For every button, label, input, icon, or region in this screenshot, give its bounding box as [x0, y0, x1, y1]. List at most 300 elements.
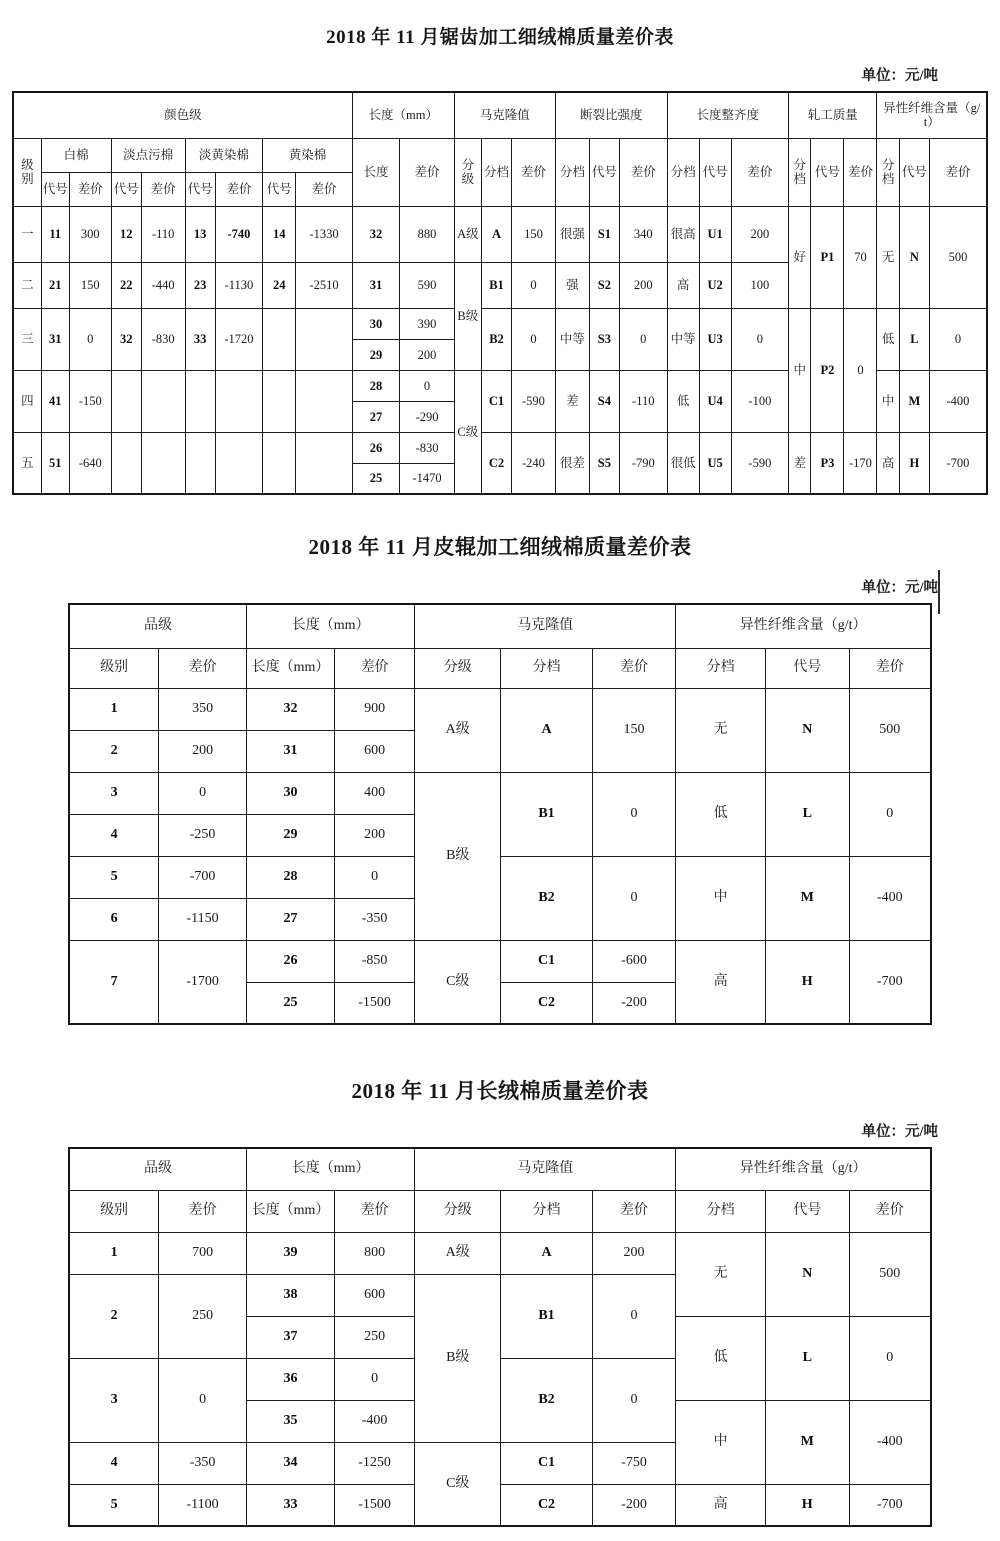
data-cell: 三	[13, 308, 41, 370]
data-cell: 340	[619, 206, 667, 262]
header-cell: 异性纤维含量（g/t）	[676, 604, 931, 648]
data-cell: -1470	[400, 463, 454, 494]
data-cell: 高	[667, 262, 699, 308]
data-cell: 14	[263, 206, 296, 262]
data-cell: 12	[111, 206, 141, 262]
header-cell: 差价	[512, 138, 556, 206]
data-cell: 中等	[555, 308, 589, 370]
data-cell: 28	[352, 370, 400, 401]
long-staple-table-title: 2018 年 11 月长绒棉质量差价表	[351, 1079, 649, 1103]
header-cell: 分档	[676, 1190, 766, 1232]
data-cell: P1	[811, 206, 844, 308]
data-cell: 3	[69, 1358, 159, 1442]
data-cell: -850	[334, 940, 414, 982]
header-cell: 差价	[849, 648, 931, 688]
data-cell: 0	[334, 856, 414, 898]
data-cell: 25	[352, 463, 400, 494]
data-cell: 0	[159, 772, 247, 814]
data-cell: 低	[877, 308, 899, 370]
data-cell: C级	[415, 940, 501, 1024]
header-cell: 淡黄染棉	[185, 138, 263, 172]
data-cell: 51	[41, 432, 69, 494]
header-cell: 长度（mm）	[247, 1190, 335, 1232]
data-cell: -1500	[334, 982, 414, 1024]
data-cell: N	[765, 688, 849, 772]
data-cell: 5	[69, 1484, 159, 1526]
data-cell	[296, 370, 352, 432]
header-cell: 分档	[789, 138, 811, 206]
data-cell: -170	[844, 432, 877, 494]
header-cell: 差价	[849, 1190, 931, 1232]
data-cell: B2	[501, 1358, 592, 1442]
data-cell: -110	[619, 370, 667, 432]
data-cell: -1720	[215, 308, 263, 370]
data-cell: -1250	[334, 1442, 414, 1484]
data-cell: 1	[69, 1232, 159, 1274]
table-row	[13, 432, 987, 463]
data-cell: U3	[699, 308, 731, 370]
data-cell: 低	[676, 1316, 766, 1400]
data-cell	[111, 370, 141, 432]
data-cell: 300	[69, 206, 111, 262]
data-cell: 33	[247, 1484, 335, 1526]
data-cell: C级	[454, 370, 481, 494]
data-cell	[111, 432, 141, 494]
data-cell: 高	[676, 1484, 766, 1526]
data-cell: -350	[159, 1442, 247, 1484]
data-cell: S3	[589, 308, 619, 370]
data-cell: 29	[352, 339, 400, 370]
data-cell: 二	[13, 262, 41, 308]
saw-gin-cotton-price-table	[12, 91, 988, 495]
data-cell: -350	[334, 898, 414, 940]
data-cell: -600	[592, 940, 676, 982]
data-cell: A级	[415, 688, 501, 772]
data-cell: L	[765, 772, 849, 856]
header-cell: 白棉	[41, 138, 111, 172]
data-cell: L	[899, 308, 929, 370]
header-cell: 分级	[454, 138, 481, 206]
data-cell: U2	[699, 262, 731, 308]
header-cell: 差价	[592, 1190, 676, 1232]
data-cell: 32	[352, 206, 400, 262]
header-cell: 长度（mm）	[247, 604, 415, 648]
data-cell: S5	[589, 432, 619, 494]
header-cell: 轧工质量	[789, 92, 877, 138]
table-row	[13, 206, 987, 262]
data-cell: 四	[13, 370, 41, 432]
data-cell: C1	[481, 370, 511, 432]
header-cell: 品级	[69, 1148, 247, 1190]
header-cell: 长度（mm）	[352, 92, 454, 138]
header-cell: 分档	[501, 1190, 592, 1232]
data-cell: P2	[811, 308, 844, 432]
table-row	[69, 1232, 931, 1274]
data-cell: 0	[334, 1358, 414, 1400]
data-cell: 600	[334, 730, 414, 772]
data-cell: 中	[877, 370, 899, 432]
data-cell: -110	[141, 206, 185, 262]
header-cell: 异性纤维含量（g/t）	[877, 92, 987, 138]
data-cell: 2	[69, 730, 159, 772]
header-cell: 分档	[501, 648, 592, 688]
data-cell: 200	[592, 1232, 676, 1274]
header-cell: 差价	[296, 172, 352, 206]
data-cell: 39	[247, 1232, 335, 1274]
data-cell: 900	[334, 688, 414, 730]
data-cell: -830	[400, 432, 454, 463]
data-cell: 250	[159, 1274, 247, 1358]
data-cell: -590	[731, 432, 788, 494]
data-cell: -1150	[159, 898, 247, 940]
data-cell: 31	[41, 308, 69, 370]
data-cell: 32	[247, 688, 335, 730]
header-cell: 代号	[263, 172, 296, 206]
data-cell: 低	[676, 772, 766, 856]
data-cell: 0	[592, 1274, 676, 1358]
roller-unit-label: 单位：元/吨	[861, 580, 938, 596]
header-cell: 差价	[141, 172, 185, 206]
data-cell: 27	[247, 898, 335, 940]
data-cell: -700	[159, 856, 247, 898]
header-cell: 马克隆值	[415, 604, 676, 648]
data-cell: H	[899, 432, 929, 494]
data-cell	[296, 308, 352, 370]
data-cell: 31	[352, 262, 400, 308]
header-cell: 黄染棉	[263, 138, 352, 172]
data-cell: -200	[592, 982, 676, 1024]
data-cell: 0	[844, 308, 877, 432]
data-cell: 一	[13, 206, 41, 262]
data-cell: 五	[13, 432, 41, 494]
header-cell: 断裂比强度	[555, 92, 667, 138]
data-cell: S2	[589, 262, 619, 308]
data-cell: -400	[929, 370, 987, 432]
data-cell	[263, 370, 296, 432]
data-cell: 500	[929, 206, 987, 308]
data-cell: -440	[141, 262, 185, 308]
header-cell: 异性纤维含量（g/t）	[676, 1148, 931, 1190]
data-cell: -790	[619, 432, 667, 494]
data-cell: -1130	[215, 262, 263, 308]
data-cell: 24	[263, 262, 296, 308]
data-cell: M	[899, 370, 929, 432]
data-cell: 1	[69, 688, 159, 730]
data-cell: 0	[69, 308, 111, 370]
header-cell: 级别	[69, 1190, 159, 1232]
data-cell: 2	[69, 1274, 159, 1358]
data-cell: -200	[592, 1484, 676, 1526]
data-cell: 37	[247, 1316, 335, 1358]
data-cell: -400	[334, 1400, 414, 1442]
data-cell: A	[501, 688, 592, 772]
data-cell: -400	[849, 856, 931, 940]
data-cell: S1	[589, 206, 619, 262]
data-cell: M	[765, 1400, 849, 1484]
table-row	[69, 1484, 931, 1526]
data-cell: 很高	[667, 206, 699, 262]
roller-table-title: 2018 年 11 月皮辊加工细绒棉质量差价表	[308, 535, 692, 559]
data-cell: U4	[699, 370, 731, 432]
data-cell: -700	[929, 432, 987, 494]
data-cell: 中	[676, 856, 766, 940]
data-cell: 0	[159, 1358, 247, 1442]
data-cell: 中	[676, 1400, 766, 1484]
data-cell: 32	[111, 308, 141, 370]
data-cell: 26	[352, 432, 400, 463]
header-cell: 分档	[676, 648, 766, 688]
data-cell: 200	[400, 339, 454, 370]
header-cell: 代号	[185, 172, 215, 206]
header-row	[69, 1148, 931, 1190]
table-row	[69, 772, 931, 814]
data-cell: 500	[849, 688, 931, 772]
data-cell: C2	[501, 982, 592, 1024]
data-cell: 低	[667, 370, 699, 432]
header-cell: 代号	[765, 1190, 849, 1232]
data-cell: 5	[69, 856, 159, 898]
data-cell: 590	[400, 262, 454, 308]
header-cell: 级别	[13, 138, 41, 206]
data-cell: 0	[849, 772, 931, 856]
data-cell: N	[899, 206, 929, 308]
header-cell: 代号	[811, 138, 844, 206]
data-cell: 400	[334, 772, 414, 814]
header-cell: 长度（mm）	[247, 1148, 415, 1190]
data-cell: 0	[929, 308, 987, 370]
data-cell: S4	[589, 370, 619, 432]
long-staple-cotton-price-table	[68, 1147, 932, 1527]
data-cell: 28	[247, 856, 335, 898]
data-cell: C1	[501, 940, 592, 982]
data-cell: 很强	[555, 206, 589, 262]
data-cell: 31	[247, 730, 335, 772]
data-cell: 36	[247, 1358, 335, 1400]
data-cell: 100	[731, 262, 788, 308]
data-cell: -1100	[159, 1484, 247, 1526]
data-cell: 7	[69, 940, 159, 1024]
data-cell: -700	[849, 940, 931, 1024]
data-cell: 30	[352, 308, 400, 339]
header-cell: 差价	[844, 138, 877, 206]
header-cell: 差价	[619, 138, 667, 206]
data-cell: 150	[69, 262, 111, 308]
data-cell: P3	[811, 432, 844, 494]
data-cell: 880	[400, 206, 454, 262]
data-cell: 600	[334, 1274, 414, 1316]
header-row	[13, 138, 987, 172]
data-cell: 中等	[667, 308, 699, 370]
data-cell: 350	[159, 688, 247, 730]
header-cell: 差价	[334, 648, 414, 688]
data-cell: 0	[512, 308, 556, 370]
data-cell: -400	[849, 1400, 931, 1484]
header-cell: 差价	[334, 1190, 414, 1232]
data-cell: M	[765, 856, 849, 940]
data-cell: -150	[69, 370, 111, 432]
header-cell: 长度	[352, 138, 400, 206]
header-cell: 差价	[400, 138, 454, 206]
scan-artifact-line	[938, 570, 940, 614]
data-cell: 70	[844, 206, 877, 308]
data-cell: 11	[41, 206, 69, 262]
header-row	[69, 648, 931, 688]
data-cell: B级	[454, 262, 481, 370]
table-row	[69, 940, 931, 982]
data-cell: U5	[699, 432, 731, 494]
data-cell: 27	[352, 401, 400, 432]
data-cell: 41	[41, 370, 69, 432]
data-cell: B2	[481, 308, 511, 370]
header-cell: 代号	[589, 138, 619, 206]
data-cell: 中	[789, 308, 811, 432]
data-cell: B1	[501, 1274, 592, 1358]
data-cell: A级	[415, 1232, 501, 1274]
data-cell: 3	[69, 772, 159, 814]
data-cell: C1	[501, 1442, 592, 1484]
data-cell: 390	[400, 308, 454, 339]
data-cell: 无	[676, 1232, 766, 1316]
header-cell: 颜色级	[13, 92, 352, 138]
header-cell: 分级	[415, 1190, 501, 1232]
data-cell: A级	[454, 206, 481, 262]
data-cell: 0	[619, 308, 667, 370]
data-cell: -290	[400, 401, 454, 432]
data-cell: -750	[592, 1442, 676, 1484]
data-cell: 0	[400, 370, 454, 401]
data-cell: 高	[676, 940, 766, 1024]
data-cell: 0	[849, 1316, 931, 1400]
data-cell: B2	[501, 856, 592, 940]
data-cell: A	[501, 1232, 592, 1274]
data-cell: L	[765, 1316, 849, 1400]
data-cell: 150	[512, 206, 556, 262]
data-cell: -1330	[296, 206, 352, 262]
data-cell: 30	[247, 772, 335, 814]
data-cell	[141, 370, 185, 432]
roller-unit-row	[0, 576, 1000, 596]
data-cell: B1	[481, 262, 511, 308]
data-cell: 4	[69, 1442, 159, 1484]
header-cell: 差价	[159, 1190, 247, 1232]
data-cell: 6	[69, 898, 159, 940]
header-row	[13, 92, 987, 138]
header-cell: 代号	[699, 138, 731, 206]
data-cell: 差	[789, 432, 811, 494]
data-cell: 很低	[667, 432, 699, 494]
data-cell: 200	[159, 730, 247, 772]
data-cell: 高	[877, 432, 899, 494]
data-cell: 150	[592, 688, 676, 772]
table-row	[69, 688, 931, 730]
header-cell: 分档	[481, 138, 511, 206]
header-cell: 淡点污棉	[111, 138, 185, 172]
data-cell	[263, 432, 296, 494]
header-cell: 分档	[555, 138, 589, 206]
data-cell: C级	[415, 1442, 501, 1526]
long-staple-unit-label: 单位：元/吨	[861, 1124, 938, 1140]
header-cell: 分档	[667, 138, 699, 206]
data-cell: C2	[481, 432, 511, 494]
data-cell: 200	[619, 262, 667, 308]
header-cell: 马克隆值	[454, 92, 555, 138]
data-cell: 25	[247, 982, 335, 1024]
data-cell: 200	[731, 206, 788, 262]
header-cell: 差价	[159, 648, 247, 688]
header-row	[69, 604, 931, 648]
data-cell: 21	[41, 262, 69, 308]
data-cell: N	[765, 1232, 849, 1316]
header-cell: 长度整齐度	[667, 92, 788, 138]
data-cell: H	[765, 1484, 849, 1526]
data-cell	[263, 308, 296, 370]
data-cell	[141, 432, 185, 494]
data-cell: -640	[69, 432, 111, 494]
header-cell: 差价	[929, 138, 987, 206]
saw-table-title: 2018 年 11 月锯齿加工细绒棉质量差价表	[326, 27, 674, 48]
data-cell: B级	[415, 1274, 501, 1442]
data-cell: -590	[512, 370, 556, 432]
header-cell: 差价	[215, 172, 263, 206]
header-cell: 代号	[41, 172, 69, 206]
header-row	[69, 1190, 931, 1232]
data-cell: 差	[555, 370, 589, 432]
data-cell: 0	[592, 1358, 676, 1442]
data-cell	[185, 370, 215, 432]
data-cell: 500	[849, 1232, 931, 1316]
data-cell: 13	[185, 206, 215, 262]
data-cell: -1500	[334, 1484, 414, 1526]
data-cell: 0	[592, 772, 676, 856]
table-row	[69, 856, 931, 898]
data-cell: 无	[676, 688, 766, 772]
header-cell: 代号	[899, 138, 929, 206]
header-cell: 级别	[69, 648, 159, 688]
data-cell: 29	[247, 814, 335, 856]
data-cell	[296, 432, 352, 494]
data-cell: C2	[501, 1484, 592, 1526]
data-cell: -240	[512, 432, 556, 494]
data-cell: U1	[699, 206, 731, 262]
data-cell: -830	[141, 308, 185, 370]
header-cell: 差价	[731, 138, 788, 206]
data-cell: -1700	[159, 940, 247, 1024]
data-cell: A	[481, 206, 511, 262]
header-cell: 代号	[765, 648, 849, 688]
header-cell: 差价	[592, 648, 676, 688]
data-cell: 38	[247, 1274, 335, 1316]
data-cell: -2510	[296, 262, 352, 308]
data-cell: 0	[731, 308, 788, 370]
header-cell: 代号	[111, 172, 141, 206]
header-cell: 差价	[69, 172, 111, 206]
roller-gin-cotton-price-table	[68, 603, 932, 1025]
data-cell: 无	[877, 206, 899, 308]
data-cell: 200	[334, 814, 414, 856]
data-cell: -740	[215, 206, 263, 262]
data-cell	[215, 432, 263, 494]
data-cell: 26	[247, 940, 335, 982]
data-cell: -100	[731, 370, 788, 432]
data-cell: 34	[247, 1442, 335, 1484]
table-row	[13, 308, 987, 339]
data-cell: 800	[334, 1232, 414, 1274]
data-cell: 33	[185, 308, 215, 370]
data-cell: H	[765, 940, 849, 1024]
data-cell: 好	[789, 206, 811, 308]
header-cell: 分档	[877, 138, 899, 206]
data-cell: B级	[415, 772, 501, 940]
